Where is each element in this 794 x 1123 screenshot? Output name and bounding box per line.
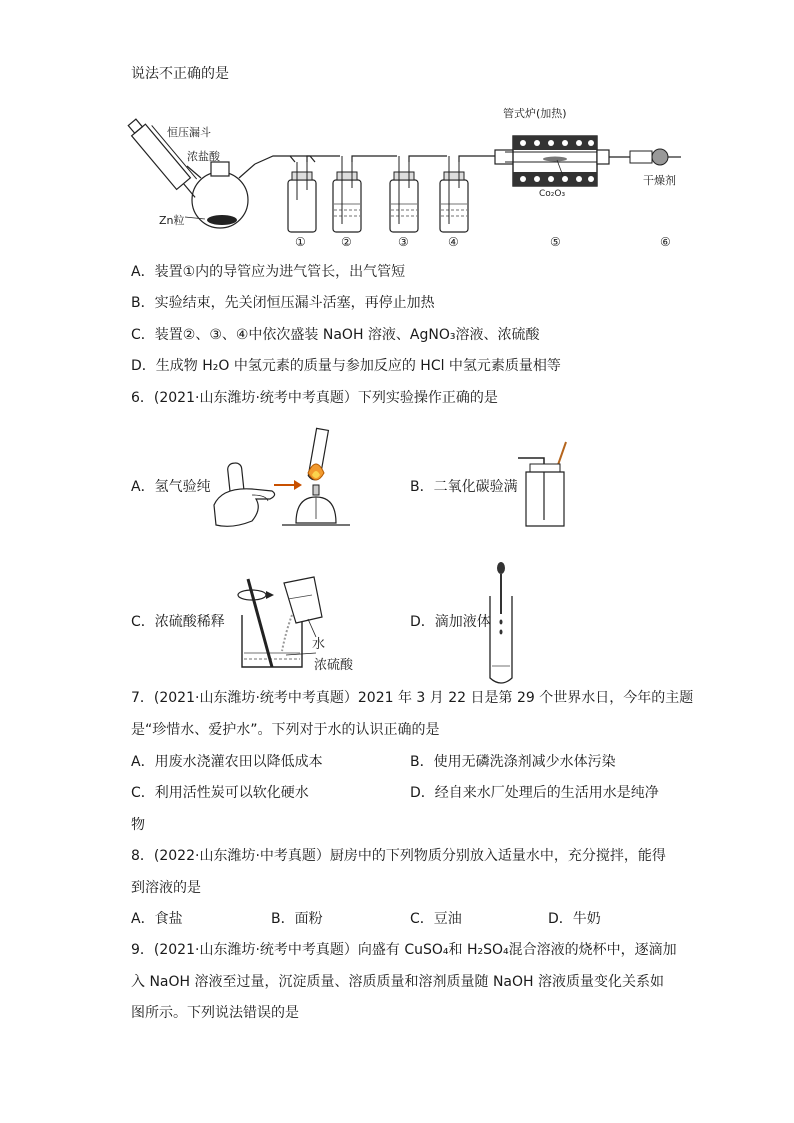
label-oxide: Co₂O₃ (539, 189, 566, 199)
bottle-4 (440, 156, 495, 232)
q5-option-a: A．装置①内的导管应为进气管长，出气管短 (131, 264, 406, 280)
q7-stem-line1: 7．(2021·山东潍坊·统考中考真题）2021 年 3 月 22 日是第 29 个世界水日，今年的主题 (131, 690, 694, 706)
q6-figure-acid-dilution (222, 575, 362, 675)
q7-stem-line2: 是“珍惜水、爱护水”。下列对于水的认识正确的是 (131, 722, 440, 738)
label-n6: ⑥ (660, 235, 671, 249)
q6-figure-dropper (486, 562, 516, 686)
q5-apparatus-figure (125, 100, 695, 252)
label-furnace: 管式炉(加热) (503, 107, 567, 120)
q5-option-d: D．生成物 H₂O 中氢元素的质量与参加反应的 HCl 中氢元素质量相等 (131, 358, 561, 374)
q8-option-d: D．牛奶 (548, 911, 601, 927)
label-n1: ① (295, 235, 306, 249)
q6-figure-hydrogen-test (212, 425, 352, 543)
bottle-3 (390, 156, 447, 232)
q9-stem-line1: 9．(2021·山东潍坊·统考中考真题）向盛有 CuSO₄和 H₂SO₄混合溶液的烧杯中，逐滴加 (131, 942, 677, 958)
label-n4: ④ (448, 235, 459, 249)
q7-option-d: D．经自来水厂处理后的生活用水是纯净 (410, 785, 659, 801)
label-funnel: 恒压漏斗 (167, 126, 211, 139)
q7-option-d-cont: 物 (131, 817, 145, 833)
q6-option-b: B．二氧化碳验满 (410, 479, 518, 495)
label-zn: Zn粒 (159, 214, 185, 227)
q5-option-b: B．实验结束，先关闭恒压漏斗活塞，再停止加热 (131, 295, 435, 311)
q9-stem-line3: 图所示。下列说法错误的是 (131, 1005, 299, 1021)
q6-option-a: A．氢气验纯 (131, 479, 211, 495)
label-desiccant: 干燥剂 (643, 174, 676, 187)
q7-option-c: C．利用活性炭可以软化硬水 (131, 785, 309, 801)
label-water: 水 (312, 637, 326, 652)
bottle-2 (333, 156, 397, 232)
q5-option-c: C．装置②、③、④中依次盛装 NaOH 溶液、AgNO₃溶液、浓硫酸 (131, 327, 540, 343)
q6-option-d: D．滴加液体 (410, 614, 491, 630)
q9-stem-line2: 入 NaOH 溶液至过量，沉淀质量、溶质质量和溶剂质量随 NaOH 溶液质量变化关系如 (131, 974, 664, 990)
label-n2: ② (341, 235, 352, 249)
label-acid: 浓盐酸 (187, 150, 220, 163)
q8-option-b: B．面粉 (271, 911, 323, 927)
tube-furnace (495, 136, 630, 186)
q7-option-a: A．用废水浇灌农田以降低成本 (131, 754, 323, 770)
drying-tube (630, 149, 681, 165)
q6-figure-co2-test (518, 440, 578, 530)
q6-stem: 6．(2021·山东潍坊·统考中考真题）下列实验操作正确的是 (131, 390, 498, 406)
q7-option-b: B．使用无磷洗涤剂减少水体污染 (410, 754, 616, 770)
label-n3: ③ (398, 235, 409, 249)
q8-option-a: A．食盐 (131, 911, 183, 927)
q8-option-c: C．豆油 (410, 911, 462, 927)
q8-stem-line2: 到溶液的是 (131, 880, 201, 896)
q8-stem-line1: 8．(2022·山东潍坊·中考真题）厨房中的下列物质分别放入适量水中，充分搅拌，能得 (131, 848, 666, 864)
zn-granules (207, 215, 237, 225)
q6-option-c: C．浓硫酸稀释 (131, 614, 225, 630)
label-n5: ⑤ (550, 235, 561, 249)
q5-intro: 说法不正确的是 (131, 66, 229, 82)
bottle-1 (288, 156, 340, 232)
label-conc-acid: 浓硫酸 (314, 658, 354, 673)
